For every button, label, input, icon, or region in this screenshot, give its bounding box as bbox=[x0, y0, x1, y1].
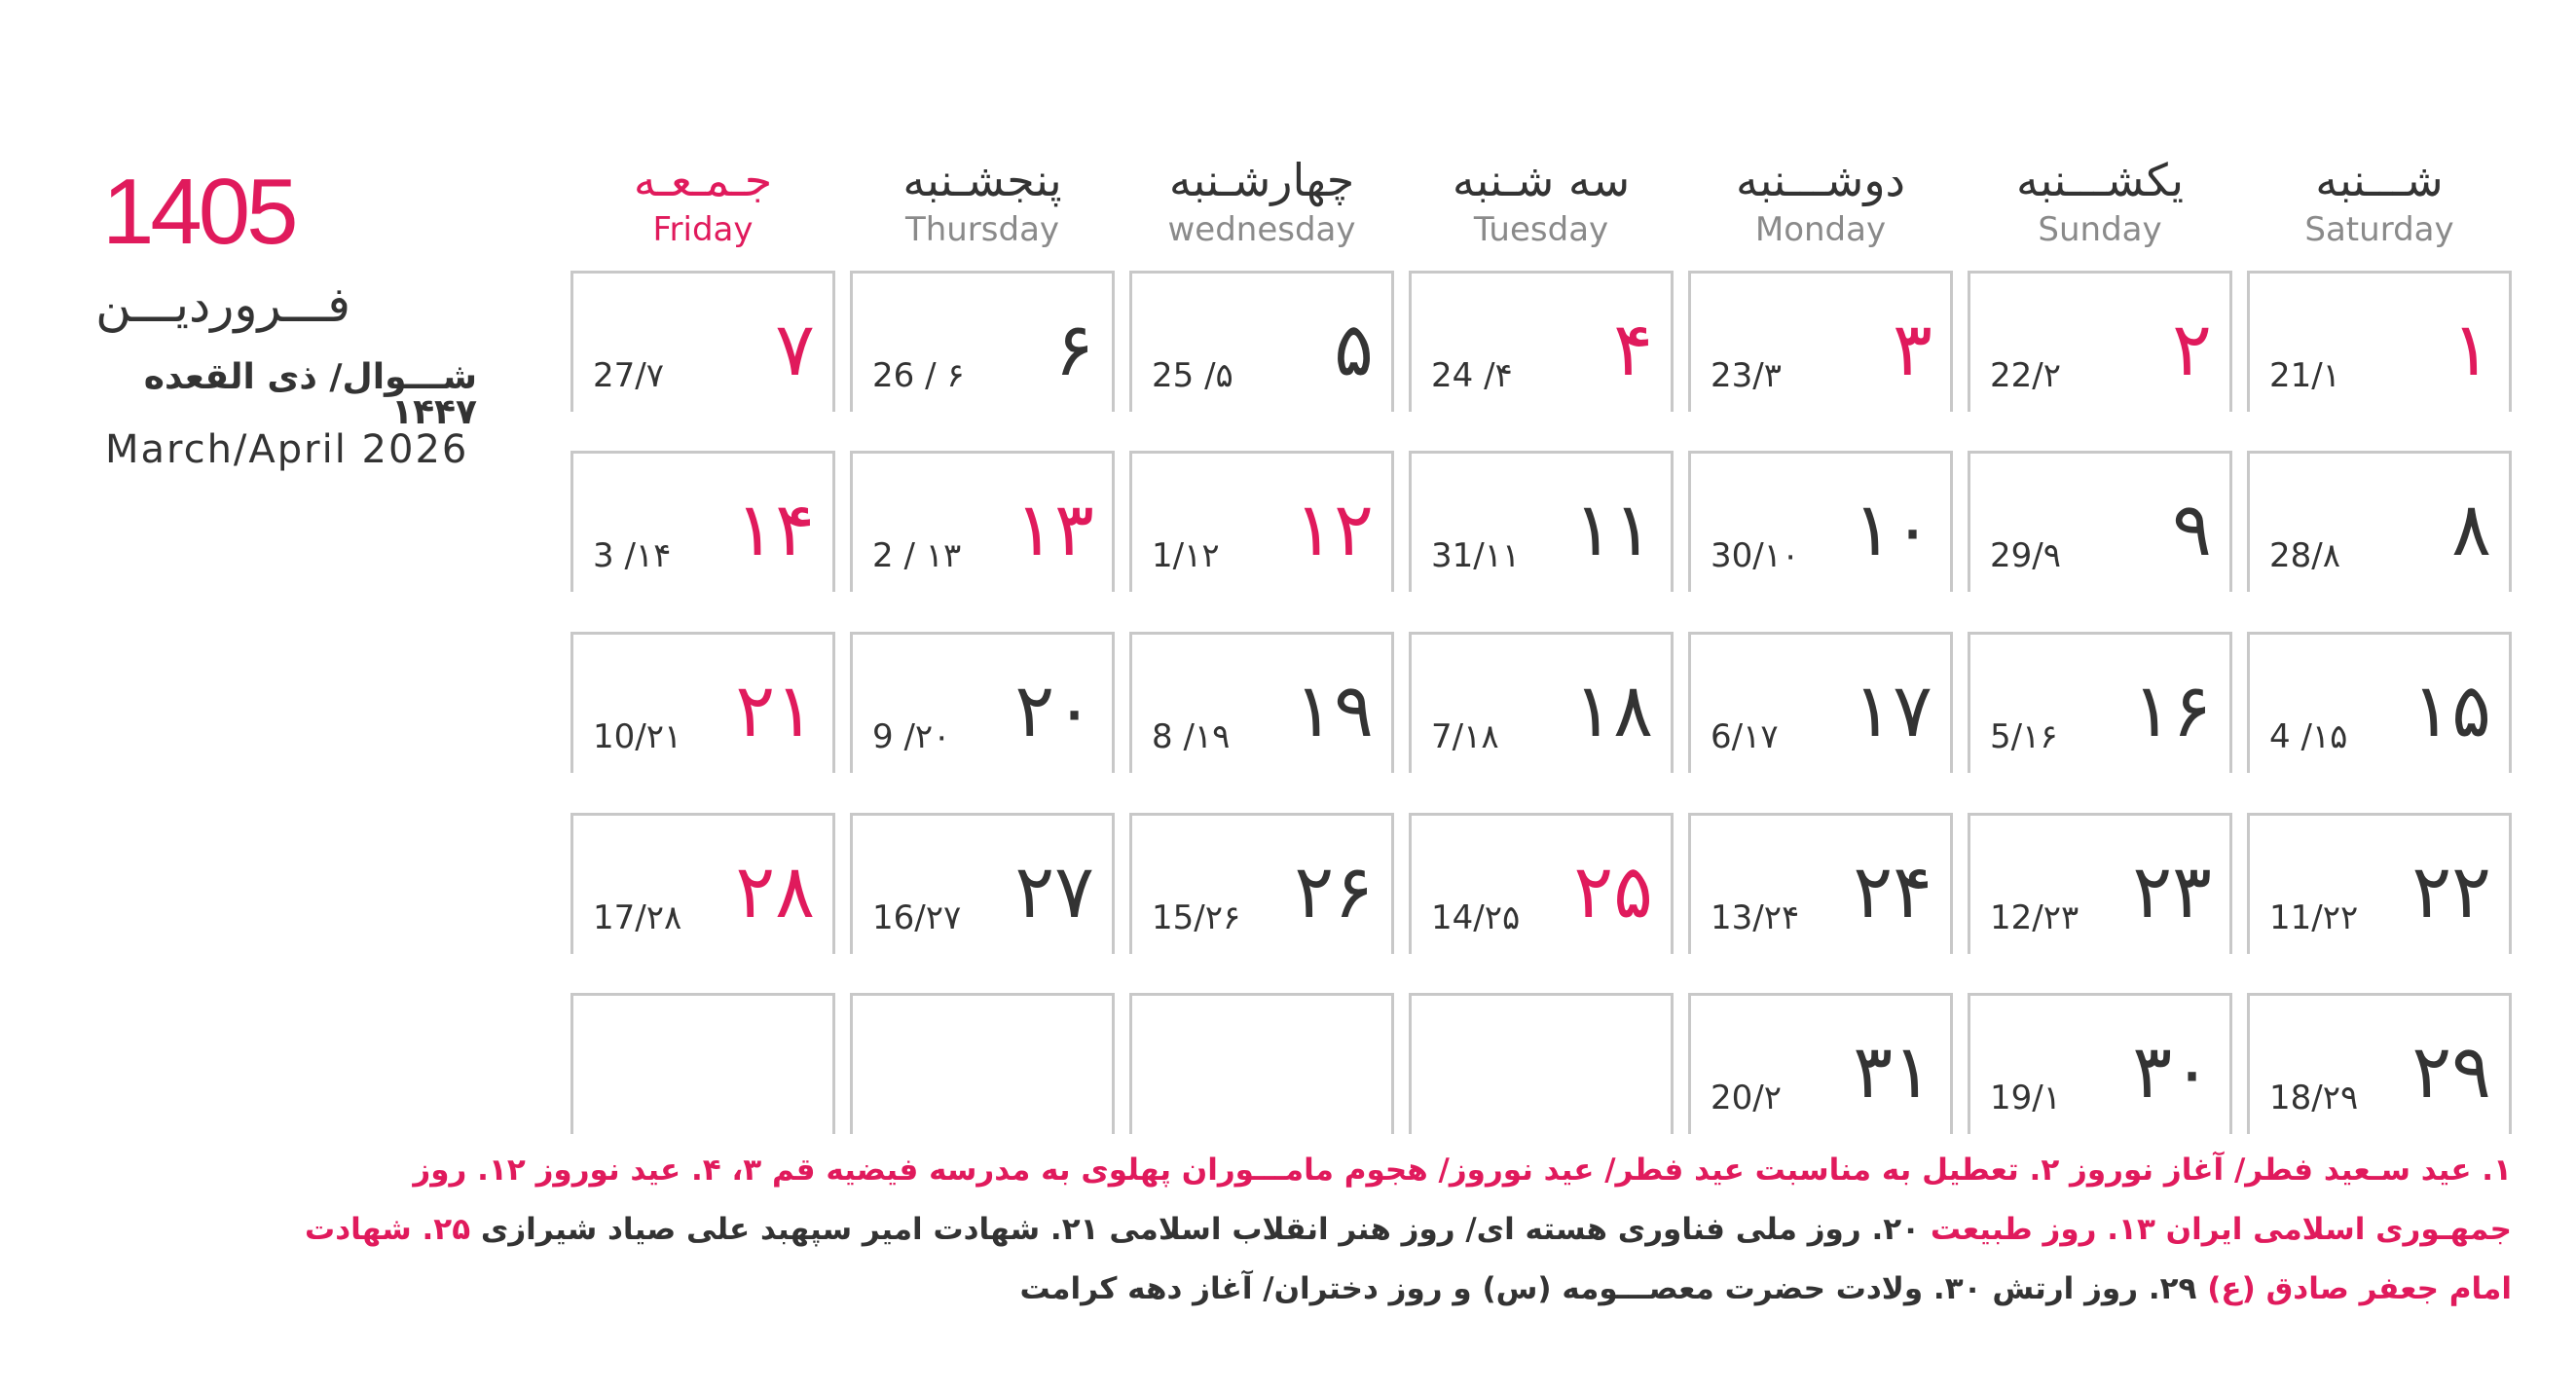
weekday-english: Monday bbox=[1754, 209, 1887, 249]
day-number: ۱۳ bbox=[1014, 486, 1094, 572]
day-cell bbox=[2247, 271, 2512, 412]
day-cell bbox=[2247, 632, 2512, 773]
empty-day-cell bbox=[570, 993, 835, 1134]
day-cell bbox=[1409, 271, 1674, 412]
day-secondary-dates: 2 / ۱۳ bbox=[872, 536, 962, 575]
weekday-header-sunday bbox=[1966, 154, 2234, 249]
events-notes bbox=[305, 1141, 2512, 1319]
day-secondary-dates: 6/۱۷ bbox=[1711, 717, 1779, 756]
day-secondary-dates: 13/۲۴ bbox=[1711, 898, 1800, 937]
day-cell bbox=[570, 813, 835, 954]
day-cell bbox=[850, 813, 1115, 954]
empty-day-cell bbox=[850, 993, 1115, 1134]
day-cell bbox=[2247, 813, 2512, 954]
day-number: ۲۳ bbox=[2132, 848, 2212, 934]
year-label: 1405 bbox=[102, 160, 295, 264]
day-number: ۱۲ bbox=[1294, 486, 1374, 572]
day-number: ۵ bbox=[1334, 306, 1374, 392]
notes-line-3-red: امام جعفر صادق (ع) bbox=[2207, 1271, 2512, 1306]
day-cell bbox=[1129, 813, 1394, 954]
day-cell bbox=[1688, 451, 1953, 592]
day-secondary-dates: 5/۱۶ bbox=[1990, 717, 2058, 756]
notes-line-3 bbox=[565, 1260, 2512, 1319]
day-number: ۱۸ bbox=[1573, 667, 1653, 753]
day-number: ۱۵ bbox=[2411, 667, 2491, 753]
day-number: ۹ bbox=[2172, 486, 2212, 572]
notes-line-1: ۱. عید سـعید فطر/ آغاز نوروز ۲. تعطیل به مناسبت عید فطر/ عید نوروز/ هجوم مامـــوران پهلوی به مدرسه فیضیه قم ۳، ۴. عید نوروز ۱۲. روز bbox=[413, 1153, 2512, 1188]
day-secondary-dates: 18/۲۹ bbox=[2269, 1079, 2359, 1117]
weekday-english: Thursday bbox=[904, 209, 1060, 249]
day-cell bbox=[1688, 813, 1953, 954]
weekday-header-tuesday bbox=[1407, 154, 1675, 249]
day-secondary-dates: 4 /۱۵ bbox=[2269, 717, 2348, 756]
day-secondary-dates: 14/۲۵ bbox=[1431, 898, 1521, 937]
day-number: ۸ bbox=[2451, 486, 2491, 572]
day-secondary-dates: 17/۲۸ bbox=[593, 898, 682, 937]
day-secondary-dates: 10/۲۱ bbox=[593, 717, 682, 756]
notes-line-2-red-a: جمهـوری اسلامی ایران ۱۳. روز طبیعت bbox=[1930, 1212, 2512, 1247]
day-number: ۱۴ bbox=[735, 486, 815, 572]
day-cell bbox=[1968, 271, 2232, 412]
day-cell bbox=[1968, 451, 2232, 592]
day-secondary-dates: 15/۲۶ bbox=[1152, 898, 1241, 937]
day-secondary-dates: 19/۱ bbox=[1990, 1079, 2061, 1117]
weekday-persian: جـمـعـه bbox=[633, 154, 773, 206]
weekday-persian: سه شـنبه bbox=[1452, 154, 1631, 206]
day-cell bbox=[1129, 451, 1394, 592]
day-number: ۲۰ bbox=[1014, 667, 1094, 753]
day-secondary-dates: 31/۱۱ bbox=[1431, 536, 1521, 575]
day-cell bbox=[1688, 271, 1953, 412]
day-number: ۱۹ bbox=[1294, 667, 1374, 753]
day-number: ۲۹ bbox=[2411, 1028, 2491, 1115]
day-number: ۳ bbox=[1893, 306, 1932, 392]
weekday-header-wednesday bbox=[1127, 154, 1396, 249]
day-cell bbox=[1688, 632, 1953, 773]
weekday-english: Sunday bbox=[2038, 209, 2162, 249]
day-cell bbox=[570, 271, 835, 412]
day-cell bbox=[1968, 813, 2232, 954]
gregorian-months: March/April 2026 bbox=[105, 427, 469, 472]
day-cell bbox=[1968, 993, 2232, 1134]
day-number: ۴ bbox=[1613, 306, 1653, 392]
day-secondary-dates: 7/۱۸ bbox=[1431, 717, 1499, 756]
day-cell bbox=[850, 632, 1115, 773]
empty-day-cell bbox=[1409, 993, 1674, 1134]
weekday-persian: یکشـــنبه bbox=[2015, 154, 2185, 206]
day-secondary-dates: 11/۲۲ bbox=[2269, 898, 2359, 937]
day-secondary-dates: 21/۱ bbox=[2269, 356, 2340, 395]
day-number: ۲۶ bbox=[1294, 848, 1374, 934]
day-cell bbox=[850, 271, 1115, 412]
day-secondary-dates: 27/۷ bbox=[593, 356, 664, 395]
day-cell bbox=[2247, 993, 2512, 1134]
notes-line-2-black: ۲۰. روز ملی فناوری هسته ای/ روز هنر انقلاب اسلامی ۲۱. شهادت امیر سپهبد علی صیاد شیرازی bbox=[470, 1212, 1931, 1247]
day-number: ۱۱ bbox=[1573, 486, 1653, 572]
day-secondary-dates: 20/۲ bbox=[1711, 1079, 1782, 1117]
day-number: ۲۴ bbox=[1853, 848, 1932, 934]
weekday-english: wednesday bbox=[1167, 209, 1356, 249]
day-secondary-dates: 25 /۵ bbox=[1152, 356, 1233, 395]
day-number: ۲۲ bbox=[2411, 848, 2491, 934]
day-secondary-dates: 3 /۱۴ bbox=[593, 536, 672, 575]
day-secondary-dates: 29/۹ bbox=[1990, 536, 2061, 575]
day-number: ۶ bbox=[1054, 306, 1094, 392]
persian-month-name: فـــروردیـــن bbox=[95, 276, 350, 333]
day-secondary-dates: 9 /۲۰ bbox=[872, 717, 951, 756]
weekday-persian: چهارشـنبه bbox=[1168, 154, 1355, 206]
day-number: ۲۷ bbox=[1014, 848, 1094, 934]
day-secondary-dates: 30/۱۰ bbox=[1711, 536, 1800, 575]
empty-day-cell bbox=[1129, 993, 1394, 1134]
weekday-english: Friday bbox=[652, 209, 754, 249]
day-cell bbox=[1129, 271, 1394, 412]
weekday-header-thursday bbox=[848, 154, 1117, 249]
day-secondary-dates: 16/۲۷ bbox=[872, 898, 962, 937]
day-number: ۲۵ bbox=[1573, 848, 1653, 934]
day-cell bbox=[570, 632, 835, 773]
day-number: ۲۱ bbox=[735, 667, 815, 753]
day-number: ۷ bbox=[775, 306, 815, 392]
weekday-english: Saturday bbox=[2304, 209, 2454, 249]
day-number: ۱۶ bbox=[2132, 667, 2212, 753]
day-secondary-dates: 8 /۱۹ bbox=[1152, 717, 1231, 756]
day-secondary-dates: 22/۲ bbox=[1990, 356, 2061, 395]
weekday-header-monday bbox=[1686, 154, 1955, 249]
day-number: ۲ bbox=[2172, 306, 2212, 392]
day-cell bbox=[1409, 813, 1674, 954]
day-secondary-dates: 24 /۴ bbox=[1431, 356, 1513, 395]
day-secondary-dates: 1/۱۲ bbox=[1152, 536, 1220, 575]
day-secondary-dates: 12/۲۳ bbox=[1990, 898, 2079, 937]
hijri-months: شـــوال/ ذی القعده ۱۴۴۷ bbox=[143, 357, 477, 432]
day-cell bbox=[1409, 451, 1674, 592]
notes-line-3-black: ۲۹. روز ارتش ۳۰. ولادت حضرت معصـــومه (س) و روز دختران/ آغاز دهه کرامت bbox=[1019, 1271, 2208, 1306]
day-number: ۳۱ bbox=[1853, 1028, 1932, 1115]
weekday-persian: شـــنبه bbox=[2315, 154, 2444, 206]
day-cell bbox=[850, 451, 1115, 592]
day-number: ۱۷ bbox=[1853, 667, 1932, 753]
day-secondary-dates: 28/۸ bbox=[2269, 536, 2340, 575]
day-cell bbox=[1129, 632, 1394, 773]
weekday-header-saturday bbox=[2245, 154, 2514, 249]
day-cell bbox=[1409, 632, 1674, 773]
day-number: ۲۸ bbox=[735, 848, 815, 934]
day-number: ۱۰ bbox=[1853, 486, 1932, 572]
day-number: ۳۰ bbox=[2132, 1028, 2212, 1115]
day-cell bbox=[1688, 993, 1953, 1134]
weekday-english: Tuesday bbox=[1473, 209, 1609, 249]
weekday-header-friday bbox=[569, 154, 837, 249]
day-secondary-dates: 23/۳ bbox=[1711, 356, 1782, 395]
day-secondary-dates: 26 / ۶ bbox=[872, 356, 965, 395]
weekday-persian: پنجشـنبه bbox=[902, 154, 1062, 206]
day-cell bbox=[2247, 451, 2512, 592]
notes-line-2 bbox=[305, 1200, 2512, 1260]
day-number: ۱ bbox=[2451, 306, 2491, 392]
weekday-persian: دوشـــنبه bbox=[1735, 154, 1906, 206]
day-cell bbox=[570, 451, 835, 592]
month-info-panel bbox=[0, 0, 545, 584]
day-cell bbox=[1968, 632, 2232, 773]
notes-line-2-red-b: ۲۵. شهادت bbox=[305, 1212, 471, 1247]
